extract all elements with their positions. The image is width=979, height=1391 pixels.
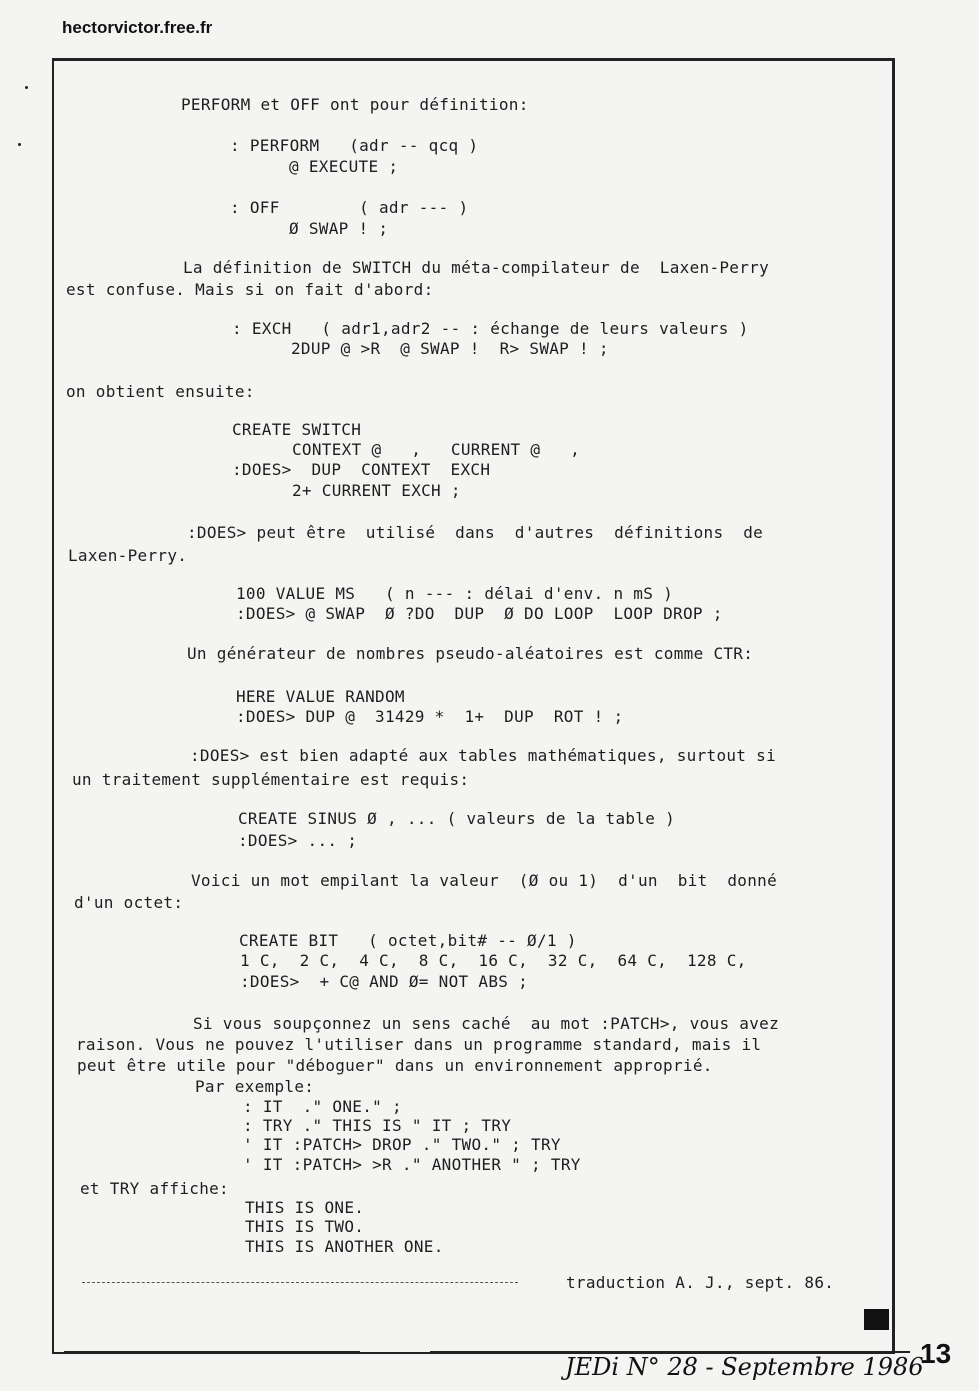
text-line: est confuse. Mais si on fait d'abord: (66, 280, 434, 299)
code-line: 2+ CURRENT EXCH ; (292, 481, 461, 500)
code-line: :DOES> + C@ AND Ø= NOT ABS ; (240, 972, 529, 991)
text-line: Si vous soupçonnez un sens caché au mot :PATCH>, vous avez (193, 1014, 780, 1033)
signature-dashes (82, 1282, 518, 1283)
text-line: Voici un mot empilant la valeur (Ø ou 1) d'un bit donné (191, 871, 778, 890)
code-line: Ø SWAP ! ; (289, 219, 389, 238)
translation-credit: traduction A. J., sept. 86. (566, 1273, 835, 1292)
code-line: HERE VALUE RANDOM (236, 687, 405, 706)
code-line: :DOES> ... ; (238, 831, 358, 850)
code-line: :DOES> DUP @ 31429 * 1+ DUP ROT ! ; (236, 707, 624, 726)
site-url: hectorvictor.free.fr (62, 18, 213, 37)
code-line: 2DUP @ >R @ SWAP ! R> SWAP ! ; (291, 339, 609, 358)
text-line: :DOES> est bien adapté aux tables mathématiques, surtout si (190, 746, 777, 765)
text-line: on obtient ensuite: (66, 382, 255, 401)
text-line: raison. Vous ne pouvez l'utiliser dans un programme standard, mais il (76, 1035, 762, 1054)
text-line: un traitement supplémentaire est requis: (72, 770, 470, 789)
code-line: : TRY ." THIS IS " IT ; TRY (243, 1116, 512, 1135)
text-line: peut être utile pour "déboguer" dans un environnement approprié. (77, 1056, 713, 1075)
text-line: PERFORM et OFF ont pour définition: (181, 95, 529, 114)
text-line: Laxen-Perry. (68, 546, 188, 565)
code-line: 100 VALUE MS ( n --- : délai d'env. n mS ) (236, 584, 674, 603)
text-line: Par exemple: (195, 1077, 315, 1096)
code-line: THIS IS ONE. (245, 1198, 365, 1217)
text-line: Un générateur de nombres pseudo-aléatoires est comme CTR: (187, 644, 754, 663)
code-line: CREATE SWITCH (232, 420, 362, 439)
code-line: ' IT :PATCH> >R ." ANOTHER " ; TRY (243, 1155, 581, 1174)
text-line: La définition de SWITCH du méta-compilateur de Laxen-Perry (183, 258, 770, 277)
code-line: THIS IS ANOTHER ONE. (245, 1237, 444, 1256)
code-line: : PERFORM (adr -- qcq ) (230, 136, 479, 155)
code-line: ' IT :PATCH> DROP ." TWO." ; TRY (243, 1135, 561, 1154)
footer-rule (64, 1351, 360, 1353)
code-line: : OFF ( adr --- ) (230, 198, 469, 217)
code-line: :DOES> @ SWAP Ø ?DO DUP Ø DO LOOP LOOP DROP ; (236, 604, 723, 623)
text-line: d'un octet: (74, 893, 184, 912)
page-number: 13 (920, 1338, 952, 1369)
journal-signature: JEDi N° 28 - Septembre 1986 (565, 1353, 924, 1381)
scan-speck (18, 143, 21, 146)
code-line: THIS IS TWO. (245, 1217, 365, 1236)
code-line: : IT ." ONE." ; (243, 1097, 402, 1116)
code-line: @ EXECUTE ; (289, 157, 399, 176)
code-line: 1 C, 2 C, 4 C, 8 C, 16 C, 32 C, 64 C, 128 C, (240, 951, 747, 970)
text-line: et TRY affiche: (80, 1179, 229, 1198)
code-line: CONTEXT @ , CURRENT @ , (292, 440, 581, 459)
code-line: :DOES> DUP CONTEXT EXCH (232, 460, 491, 479)
end-mark (864, 1309, 889, 1330)
code-line: CREATE SINUS Ø , ... ( valeurs de la table ) (238, 809, 676, 828)
code-line: : EXCH ( adr1,adr2 -- : échange de leurs valeurs ) (232, 319, 749, 338)
text-line: :DOES> peut être utilisé dans d'autres définitions de (187, 523, 764, 542)
scan-speck (25, 86, 28, 89)
code-line: CREATE BIT ( octet,bit# -- Ø/1 ) (239, 931, 577, 950)
